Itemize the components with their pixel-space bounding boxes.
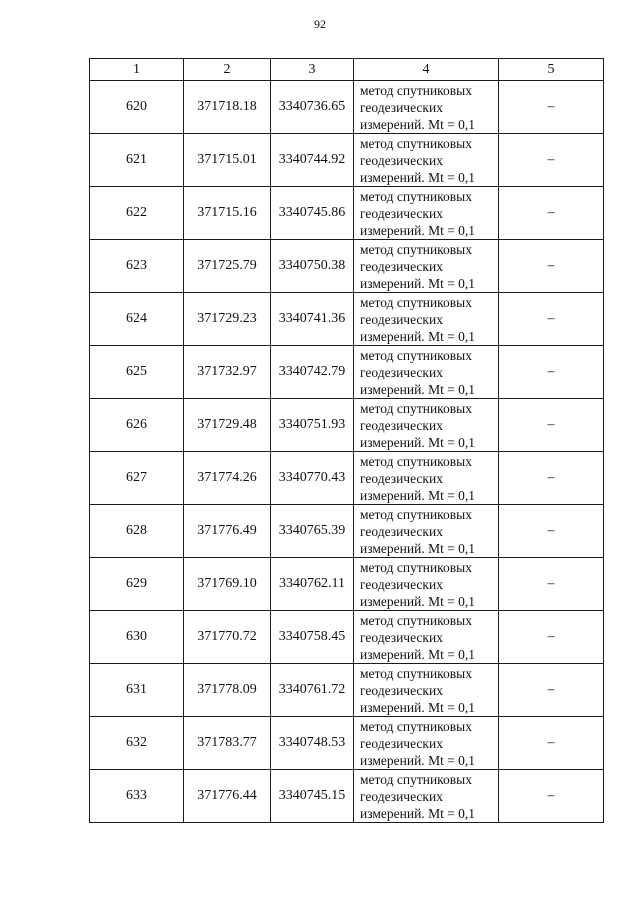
point-number-cell: 624 [90,293,184,346]
column-header-2: 2 [184,59,271,81]
description-cell: – [499,770,604,823]
method-cell [354,399,499,452]
method-line: метод спутниковых [360,135,472,151]
method-cell [354,187,499,240]
y-coordinate-cell: 3340741.36 [271,293,354,346]
description-cell: – [499,81,604,134]
method-line: измерений. Mt = 0,1 [360,381,476,397]
method-cell [354,717,499,770]
method-cell [354,505,499,558]
method-line: метод спутниковых [360,400,472,416]
x-coordinate-cell: 371732.97 [184,346,271,399]
description-cell: – [499,452,604,505]
y-coordinate-cell: 3340748.53 [271,717,354,770]
method-line: геодезических [360,788,443,804]
x-coordinate-cell: 371776.49 [184,505,271,558]
method-line: метод спутниковых [360,294,472,310]
y-coordinate-cell: 3340765.39 [271,505,354,558]
table-row [90,187,604,240]
point-number-cell: 629 [90,558,184,611]
point-number-cell: 628 [90,505,184,558]
method-line: метод спутниковых [360,241,472,257]
table-row [90,717,604,770]
method-line: метод спутниковых [360,82,472,98]
method-line: измерений. Mt = 0,1 [360,116,476,132]
x-coordinate-cell: 371774.26 [184,452,271,505]
method-line: геодезических [360,152,443,168]
method-line: измерений. Mt = 0,1 [360,328,476,344]
table-row [90,664,604,717]
method-cell [354,81,499,134]
description-cell: – [499,293,604,346]
x-coordinate-cell: 371769.10 [184,558,271,611]
method-cell [354,558,499,611]
description-cell: – [499,187,604,240]
method-line: измерений. Mt = 0,1 [360,540,476,556]
x-coordinate-cell: 371776.44 [184,770,271,823]
method-line: измерений. Mt = 0,1 [360,275,476,291]
table-row [90,558,604,611]
y-coordinate-cell: 3340758.45 [271,611,354,664]
point-number-cell: 632 [90,717,184,770]
method-line: геодезических [360,470,443,486]
method-line: геодезических [360,576,443,592]
table-row [90,81,604,134]
description-cell: – [499,240,604,293]
y-coordinate-cell: 3340770.43 [271,452,354,505]
method-line: геодезических [360,417,443,433]
table-row [90,134,604,187]
method-cell [354,346,499,399]
method-line: измерений. Mt = 0,1 [360,805,476,821]
header-row [90,59,604,81]
y-coordinate-cell: 3340745.86 [271,187,354,240]
table-row [90,240,604,293]
table-row [90,452,604,505]
table-row [90,505,604,558]
method-line: геодезических [360,735,443,751]
method-line: метод спутниковых [360,559,472,575]
description-cell: – [499,717,604,770]
method-cell [354,664,499,717]
description-cell: – [499,611,604,664]
method-line: измерений. Mt = 0,1 [360,169,476,185]
method-line: геодезических [360,311,443,327]
column-header-5: 5 [499,59,604,81]
table-row [90,611,604,664]
method-line: измерений. Mt = 0,1 [360,752,476,768]
method-line: измерений. Mt = 0,1 [360,593,476,609]
method-line: измерений. Mt = 0,1 [360,434,476,450]
point-number-cell: 630 [90,611,184,664]
description-cell: – [499,664,604,717]
method-line: измерений. Mt = 0,1 [360,699,476,715]
method-line: измерений. Mt = 0,1 [360,487,476,503]
y-coordinate-cell: 3340761.72 [271,664,354,717]
table-row [90,770,604,823]
description-cell: – [499,399,604,452]
method-line: метод спутниковых [360,453,472,469]
x-coordinate-cell: 371729.48 [184,399,271,452]
y-coordinate-cell: 3340744.92 [271,134,354,187]
method-cell [354,452,499,505]
y-coordinate-cell: 3340742.79 [271,346,354,399]
method-cell [354,293,499,346]
point-number-cell: 631 [90,664,184,717]
method-cell [354,770,499,823]
method-cell [354,134,499,187]
method-line: метод спутниковых [360,188,472,204]
y-coordinate-cell: 3340750.38 [271,240,354,293]
y-coordinate-cell: 3340736.65 [271,81,354,134]
column-header-3: 3 [271,59,354,81]
method-line: геодезических [360,629,443,645]
x-coordinate-cell: 371783.77 [184,717,271,770]
point-number-cell: 626 [90,399,184,452]
method-line: метод спутниковых [360,665,472,681]
table-row [90,293,604,346]
method-line: метод спутниковых [360,612,472,628]
method-line: геодезических [360,99,443,115]
y-coordinate-cell: 3340751.93 [271,399,354,452]
method-line: геодезических [360,258,443,274]
method-line: геодезических [360,523,443,539]
x-coordinate-cell: 371715.16 [184,187,271,240]
method-line: измерений. Mt = 0,1 [360,222,476,238]
method-line: метод спутниковых [360,771,472,787]
column-header-1: 1 [90,59,184,81]
column-header-4: 4 [354,59,499,81]
method-line: метод спутниковых [360,506,472,522]
table-row [90,346,604,399]
x-coordinate-cell: 371770.72 [184,611,271,664]
description-cell: – [499,346,604,399]
point-number-cell: 627 [90,452,184,505]
point-number-cell: 622 [90,187,184,240]
point-number-cell: 620 [90,81,184,134]
x-coordinate-cell: 371729.23 [184,293,271,346]
method-line: геодезических [360,205,443,221]
table-row [90,399,604,452]
method-cell [354,240,499,293]
method-cell [354,611,499,664]
x-coordinate-cell: 371715.01 [184,134,271,187]
description-cell: – [499,505,604,558]
coordinates-table [89,58,604,823]
table-header [90,59,604,81]
method-line: метод спутниковых [360,718,472,734]
y-coordinate-cell: 3340745.15 [271,770,354,823]
x-coordinate-cell: 371718.18 [184,81,271,134]
x-coordinate-cell: 371778.09 [184,664,271,717]
description-cell: – [499,134,604,187]
point-number-cell: 633 [90,770,184,823]
x-coordinate-cell: 371725.79 [184,240,271,293]
table-body [90,81,604,823]
point-number-cell: 625 [90,346,184,399]
point-number-cell: 623 [90,240,184,293]
y-coordinate-cell: 3340762.11 [271,558,354,611]
point-number-cell: 621 [90,134,184,187]
description-cell: – [499,558,604,611]
method-line: измерений. Mt = 0,1 [360,646,476,662]
method-line: геодезических [360,364,443,380]
method-line: метод спутниковых [360,347,472,363]
method-line: геодезических [360,682,443,698]
page-number: 92 [314,17,326,31]
